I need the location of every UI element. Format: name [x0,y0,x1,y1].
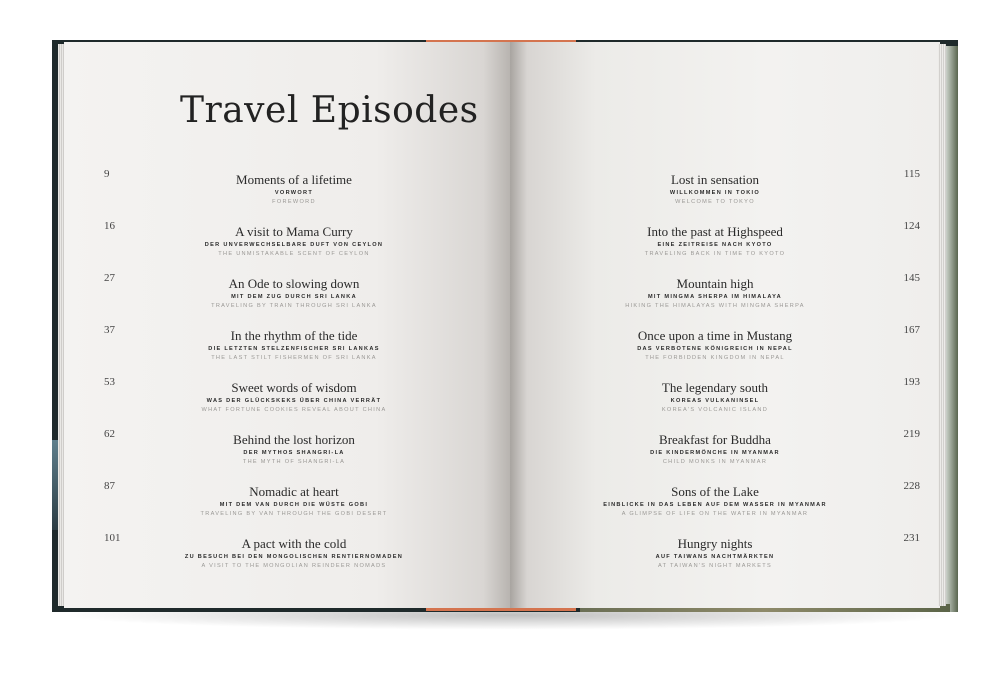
toc-heading: Nomadic at heart [249,484,339,499]
toc-heading: Mountain high [676,276,754,291]
toc-page-number: 53 [104,376,115,388]
toc-entry-text [600,328,830,363]
toc-page-number: 16 [104,220,115,232]
toc-subtitle-german: WILLKOMMEN IN TOKIO [669,190,761,196]
toc-heading: Behind the lost horizon [233,432,355,447]
toc-entry-text [184,432,404,467]
toc-heading: Into the past at Highspeed [647,224,783,239]
toc-page-number: 231 [903,532,920,544]
toc-heading: Sons of the Lake [671,484,759,499]
toc-entry[interactable] [64,324,510,376]
toc-page-number: 124 [903,220,920,232]
toc-heading: The legendary south [661,380,769,395]
toc-page-number: 115 [903,168,920,180]
toc-page-number: 9 [104,168,110,180]
toc-subtitle-english: WELCOME TO TOKYO [675,199,755,205]
toc-subtitle-english: THE MYTH OF SHANGRI-LA [242,459,346,465]
toc-heading: Breakfast for Buddha [659,432,771,447]
toc-entry-text [184,276,404,311]
toc-subtitle-german: MIT DEM ZUG DURCH SRI LANKA [231,294,357,300]
toc-entry[interactable] [510,532,940,584]
toc-entry[interactable] [64,480,510,532]
toc-heading: Hungry nights [677,536,753,551]
toc-page-number: 193 [903,376,920,388]
toc-subtitle-german: MIT MINGMA SHERPA IM HIMALAYA [647,294,783,300]
toc-entry-text [184,484,404,519]
toc-heading: A visit to Mama Curry [235,224,353,239]
toc-entry-text [600,432,830,467]
toc-entry[interactable] [510,428,940,480]
toc-entry-text [184,380,404,415]
toc-entry[interactable] [64,376,510,428]
toc-entry-text [600,380,830,415]
toc-subtitle-english: THE FORBIDDEN KINGDOM IN NEPAL [645,355,785,361]
toc-subtitle-english: A GLIMPSE OF LIFE ON THE WATER IN MYANMAR [621,511,809,517]
toc-entry[interactable] [510,220,940,272]
toc-entry[interactable] [510,168,940,220]
toc-subtitle-english: TRAVELING BY VAN THROUGH THE GOBI DESERT [200,511,388,517]
toc-heading: Moments of a lifetime [236,172,352,187]
right-page-edges [938,44,946,606]
right-page [510,42,940,608]
toc-entry[interactable] [510,480,940,532]
toc-subtitle-english: TRAVELING BY TRAIN THROUGH SRI LANKA [211,303,377,309]
toc-subtitle-english: HIKING THE HIMALAYAS WITH MINGMA SHERPA [625,303,805,309]
toc-page-number: 62 [104,428,115,440]
toc-entry[interactable] [510,324,940,376]
toc-subtitle-german: DER UNVERWECHSELBARE DUFT VON CEYLON [204,242,384,248]
toc-entry-text [600,276,830,311]
toc-subtitle-english: THE UNMISTAKABLE SCENT OF CEYLON [218,251,370,257]
toc-subtitle-german: WAS DER GLÜCKSKEKS ÜBER CHINA VERRÄT [206,398,382,404]
toc-subtitle-english: FOREWORD [272,199,316,205]
toc-page-number: 87 [104,480,115,492]
toc-subtitle-english: TRAVELING BACK IN TIME TO KYOTO [644,251,786,257]
toc-subtitle-german: DIE KINDERMÖNCHE IN MYANMAR [650,450,780,456]
toc-entry[interactable] [64,168,510,220]
toc-entry-text [600,536,830,571]
toc-page-number: 228 [903,480,920,492]
toc-entry-text [184,328,404,363]
toc-subtitle-german: EINE ZEITREISE NACH KYOTO [657,242,773,248]
toc-subtitle-german: AUF TAIWANS NACHTMÄRKTEN [655,554,775,560]
toc-entry[interactable] [64,220,510,272]
toc-entry-text [600,224,830,259]
cover-photo-strip-right [944,46,958,612]
toc-subtitle-english: AT TAIWAN'S NIGHT MARKETS [658,563,772,569]
toc-entry[interactable] [510,376,940,428]
toc-page-number: 101 [104,532,121,544]
toc-entry-text [600,172,830,207]
toc-subtitle-german: EINBLICKE IN DAS LEBEN AUF DEM WASSER IN MYANMAR [603,502,827,508]
toc-heading: Sweet words of wisdom [231,380,357,395]
toc-subtitle-german: DAS VERBOTENE KÖNIGREICH IN NEPAL [637,346,793,352]
toc-subtitle-german: ZU BESUCH BEI DEN MONGOLISCHEN RENTIERNOMADEN [184,554,404,560]
toc-subtitle-english: WHAT FORTUNE COOKIES REVEAL ABOUT CHINA [201,407,387,413]
toc-subtitle-german: DIE LETZTEN STELZENFISCHER SRI LANKAS [208,346,380,352]
toc-subtitle-english: A VISIT TO THE MONGOLIAN REINDEER NOMADS [201,563,387,569]
toc-subtitle-english: KOREA'S VOLCANIC ISLAND [661,407,769,413]
toc-entry[interactable] [64,428,510,480]
toc-page-number: 167 [903,324,920,336]
left-page [64,42,510,608]
toc-entry[interactable] [64,532,510,584]
toc-entry[interactable] [510,272,940,324]
toc-subtitle-english: THE LAST STILT FISHERMEN OF SRI LANKA [211,355,377,361]
toc-subtitle-english: CHILD MONKS IN MYANMAR [662,459,768,465]
toc-heading: Once upon a time in Mustang [637,328,793,343]
toc-entry-text [184,172,404,207]
toc-heading: An Ode to slowing down [228,276,360,291]
toc-subtitle-german: VORWORT [274,190,314,196]
toc-subtitle-german: KOREAS VULKANINSEL [670,398,760,404]
toc-page-number: 37 [104,324,115,336]
toc-heading: A pact with the cold [241,536,347,551]
toc-subtitle-german: MIT DEM VAN DURCH DIE WÜSTE GOBI [219,502,369,508]
toc-heading: Lost in sensation [670,172,760,187]
toc-entry[interactable] [64,272,510,324]
toc-entry-text [600,484,830,519]
toc-page-number: 219 [903,428,920,440]
toc-page-number: 27 [104,272,115,284]
page-title: Travel Episodes [180,90,479,131]
toc-entry-text [184,224,404,259]
toc-entry-text [184,536,404,571]
toc-subtitle-german: DER MYTHOS SHANGRI-LA [243,450,345,456]
toc-heading: In the rhythm of the tide [230,328,358,343]
toc-page-number: 145 [903,272,920,284]
